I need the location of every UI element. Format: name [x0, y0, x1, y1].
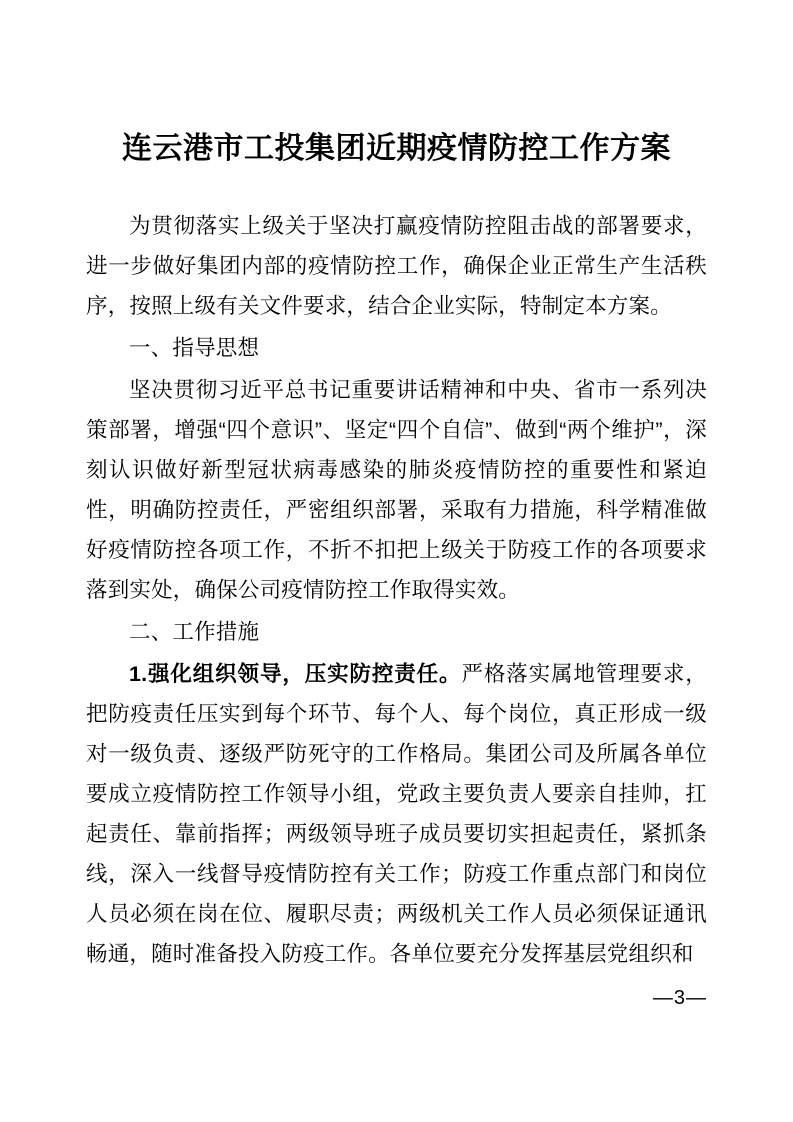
section-heading-two: 二、工作措施	[129, 620, 260, 644]
document-body	[86, 206, 707, 974]
paragraph-intro: 为贯彻落实上级关于坚决打赢疫情防控阻击战的部署要求，进一步做好集团内部的疫情防控工作，确保企业正常生产生活秩序，按照上级有关文件要求，结合企业实际，特制定本方案。	[86, 214, 707, 318]
paragraph-guiding-ideology: 坚决贯彻习近平总书记重要讲话精神和中央、省市一系列决策部署，增强“四个意识”、坚定“四个自信”、做到“两个维护”，深刻认识做好新型冠状病毒感染的肺炎疫情防控的重要性和紧迫性，明确防控责任，严密组织部署，采取有力措施，科学精准做好疫情防控各项工作，不折不扣把上级关于防疫工作的各项要求落到实处，确保公司疫情防控工作取得实效。	[86, 378, 707, 602]
paragraph-measure-one	[86, 654, 707, 974]
measure-one-lead: 1.强化组织领导，压实防控责任。	[129, 662, 462, 686]
page-number: —3—	[652, 987, 707, 1009]
measure-one-text: 严格落实属地管理要求，把防疫责任压实到每个环节、每个人、每个岗位，真正形成一级对一级负责、逐级严防死守的工作格局。集团公司及所属各单位要成立疫情防控工作领导小组，党政主要负责人要亲自挂帅，扛起责任、靠前指挥；两级领导班子成员要切实担起责任，紧抓条线，深入一线督导疫情防控有关工作；防疫工作重点部门和岗位人员必须在岗在位、履职尽责；两级机关工作人员必须保证通讯畅通，随时准备投入防疫工作。各单位要充分发挥基层党组织和	[86, 662, 708, 966]
page-title: 连云港市工投集团近期疫情防控工作方案	[122, 132, 671, 165]
section-heading-one: 一、指导思想	[129, 336, 260, 360]
